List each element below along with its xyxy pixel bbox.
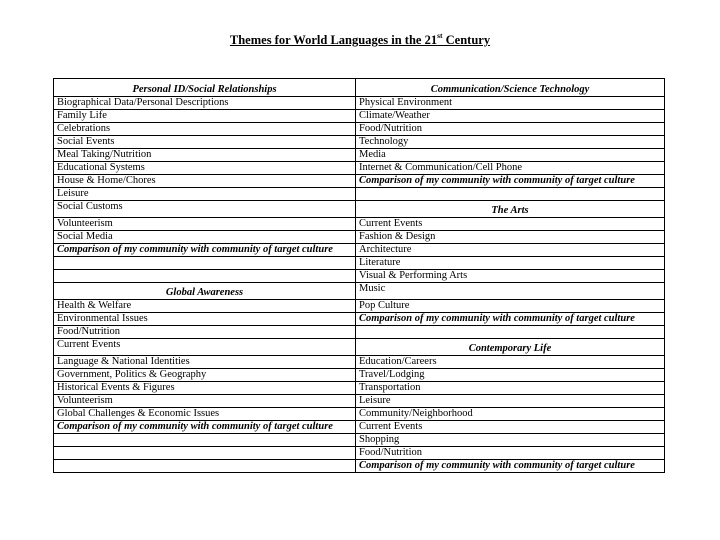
section-header: Contemporary Life (356, 339, 665, 356)
document-title: Themes for World Languages in the 21st Century (229, 31, 491, 47)
table-row (54, 447, 665, 460)
table-row (54, 175, 665, 188)
theme-item: Food/Nutrition (356, 447, 665, 460)
table-row (54, 244, 665, 257)
theme-item: Transportation (356, 382, 665, 395)
table-row (54, 149, 665, 162)
table-row (54, 300, 665, 313)
theme-item: Historical Events & Figures (54, 382, 356, 395)
theme-item: Technology (356, 136, 665, 149)
theme-item: Current Events (356, 421, 665, 434)
table-row (54, 356, 665, 369)
table-row (54, 79, 665, 97)
empty-cell (54, 257, 356, 270)
table-row (54, 97, 665, 110)
theme-item: Volunteerism (54, 218, 356, 231)
table-row (54, 382, 665, 395)
table-row (54, 218, 665, 231)
theme-item: Social Events (54, 136, 356, 149)
table-row (54, 110, 665, 123)
theme-item: Physical Environment (356, 97, 665, 110)
table-row (54, 408, 665, 421)
comparison-item: Comparison of my community with community of target culture (356, 313, 665, 326)
table-row (54, 201, 665, 218)
comparison-item: Comparison of my community with community of target culture (54, 421, 356, 434)
theme-item: Social Customs (54, 201, 356, 218)
themes-table (53, 78, 665, 473)
empty-cell (54, 434, 356, 447)
theme-item: Pop Culture (356, 300, 665, 313)
empty-cell (54, 447, 356, 460)
section-header: The Arts (356, 201, 665, 218)
theme-item: Food/Nutrition (54, 326, 356, 339)
theme-item: Climate/Weather (356, 110, 665, 123)
theme-item: Architecture (356, 244, 665, 257)
table-row (54, 421, 665, 434)
theme-item: Shopping (356, 434, 665, 447)
theme-item: Meal Taking/Nutrition (54, 149, 356, 162)
theme-item: Leisure (356, 395, 665, 408)
theme-item: Education/Careers (356, 356, 665, 369)
theme-item: Family Life (54, 110, 356, 123)
table-row (54, 283, 665, 300)
theme-item: House & Home/Chores (54, 175, 356, 188)
table-row (54, 313, 665, 326)
theme-item: Government, Politics & Geography (54, 369, 356, 382)
comparison-item: Comparison of my community with community of target culture (54, 244, 356, 257)
theme-item: Current Events (356, 218, 665, 231)
theme-item: Current Events (54, 339, 356, 356)
theme-item: Media (356, 149, 665, 162)
table-row (54, 434, 665, 447)
theme-item: Volunteerism (54, 395, 356, 408)
theme-item: Health & Welfare (54, 300, 356, 313)
section-header: Global Awareness (54, 283, 356, 300)
theme-item: Biographical Data/Personal Descriptions (54, 97, 356, 110)
table-row (54, 326, 665, 339)
table-row (54, 369, 665, 382)
theme-item: Music (356, 283, 665, 300)
theme-item: Educational Systems (54, 162, 356, 175)
table-row (54, 231, 665, 244)
theme-item: Global Challenges & Economic Issues (54, 408, 356, 421)
empty-cell (54, 270, 356, 283)
table-row (54, 188, 665, 201)
table-row (54, 162, 665, 175)
empty-cell (54, 460, 356, 473)
theme-item: Visual & Performing Arts (356, 270, 665, 283)
table-row (54, 257, 665, 270)
theme-item: Food/Nutrition (356, 123, 665, 136)
theme-item: Fashion & Design (356, 231, 665, 244)
section-header: Personal ID/Social Relationships (54, 79, 356, 97)
table-row (54, 395, 665, 408)
table-row (54, 339, 665, 356)
table-row (54, 460, 665, 473)
theme-item: Community/Neighborhood (356, 408, 665, 421)
table-row (54, 123, 665, 136)
theme-item: Leisure (54, 188, 356, 201)
theme-item: Social Media (54, 231, 356, 244)
section-header: Communication/Science Technology (356, 79, 665, 97)
comparison-item: Comparison of my community with community of target culture (356, 175, 665, 188)
theme-item: Language & National Identities (54, 356, 356, 369)
table-row (54, 136, 665, 149)
theme-item: Celebrations (54, 123, 356, 136)
table-row (54, 270, 665, 283)
theme-item: Internet & Communication/Cell Phone (356, 162, 665, 175)
comparison-item: Comparison of my community with community of target culture (356, 460, 665, 473)
theme-item: Travel/Lodging (356, 369, 665, 382)
empty-cell (356, 326, 665, 339)
empty-cell (356, 188, 665, 201)
theme-item: Literature (356, 257, 665, 270)
theme-item: Environmental Issues (54, 313, 356, 326)
